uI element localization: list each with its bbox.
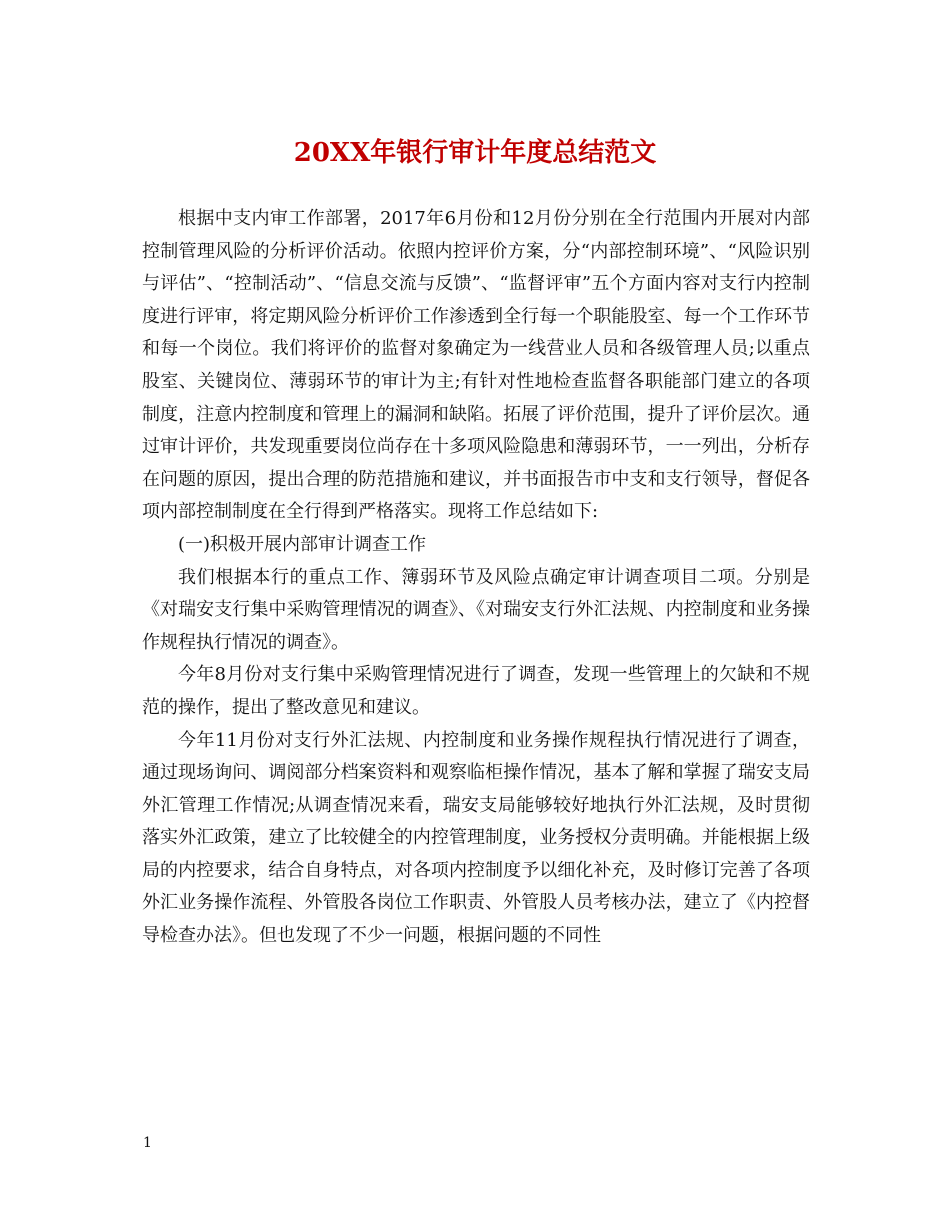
body-paragraph: 今年8月份对支行集中采购管理情况进行了调查，发现一些管理上的欠缺和不规范的操作，提出了整改意见和建议。 bbox=[142, 664, 810, 718]
body-paragraph: 我们根据本行的重点工作、簿弱环节及风险点确定审计调查项目二项。分别是《对瑞安支行集中采购管理情况的调查》、《对瑞安支行外汇法规、内控制度和业务操作规程执行情况的调查》。 bbox=[142, 566, 810, 653]
document-body bbox=[142, 203, 810, 953]
page-number: 1 bbox=[143, 1135, 152, 1151]
body-paragraph: 今年11月份对支行外汇法规、内控制度和业务操作规程执行情况进行了调查，通过现场询问、调阅部分档案资料和观察临柜操作情况，基本了解和掌握了瑞安支局外汇管理工作情况;从调查情况来看，瑞安支局能够较好地执行外汇法规，及时贯彻落实外汇政策，建立了比较健全的内控管理制度，业务授权分责明确。并能根据上级局的内控要求，结合自身特点，对各项内控制度予以细化补充，及时修订完善了各项外汇业务操作流程、外管股各岗位工作职责、外管股人员考核办法，建立了《内控督导检查办法》。但也发现了不少一问题，根据问题的不同性 bbox=[142, 729, 810, 947]
intro-paragraph: 根据中支内审工作部署，2017年6月份和12月份分别在全行范围内开展对内部控制管理风险的分析评价活动。依照内控评价方案，分“内部控制环境”、“风险识别与评估”、“控制活动”、“信息交流与反馈”、“监督评审”五个方面内容对支行内控制度进行评审，将定期风险分析评价工作渗透到全行每一个职能股室、每一个工作环节和每一个岗位。我们将评价的监督对象确定为一线营业人员和各级管理人员;以重点股室、关键岗位、薄弱环节的审计为主;有针对性地检查监督各职能部门建立的各项制度，注意内控制度和管理上的漏洞和缺陷。拓展了评价范围，提升了评价层次。通过审计评价，共发现重要岗位尚存在十多项风险隐患和薄弱环节，一一列出，分析存在问题的原因，提出合理的防范措施和建议，并书面报告市中支和支行领导，督促各项内部控制制度在全行得到严格落实。现将工作总结如下: bbox=[142, 208, 810, 523]
section-heading: (一)积极开展内部审计调查工作 bbox=[178, 533, 427, 555]
document-title: 20XX年银行审计年度总结范文 bbox=[293, 138, 657, 168]
